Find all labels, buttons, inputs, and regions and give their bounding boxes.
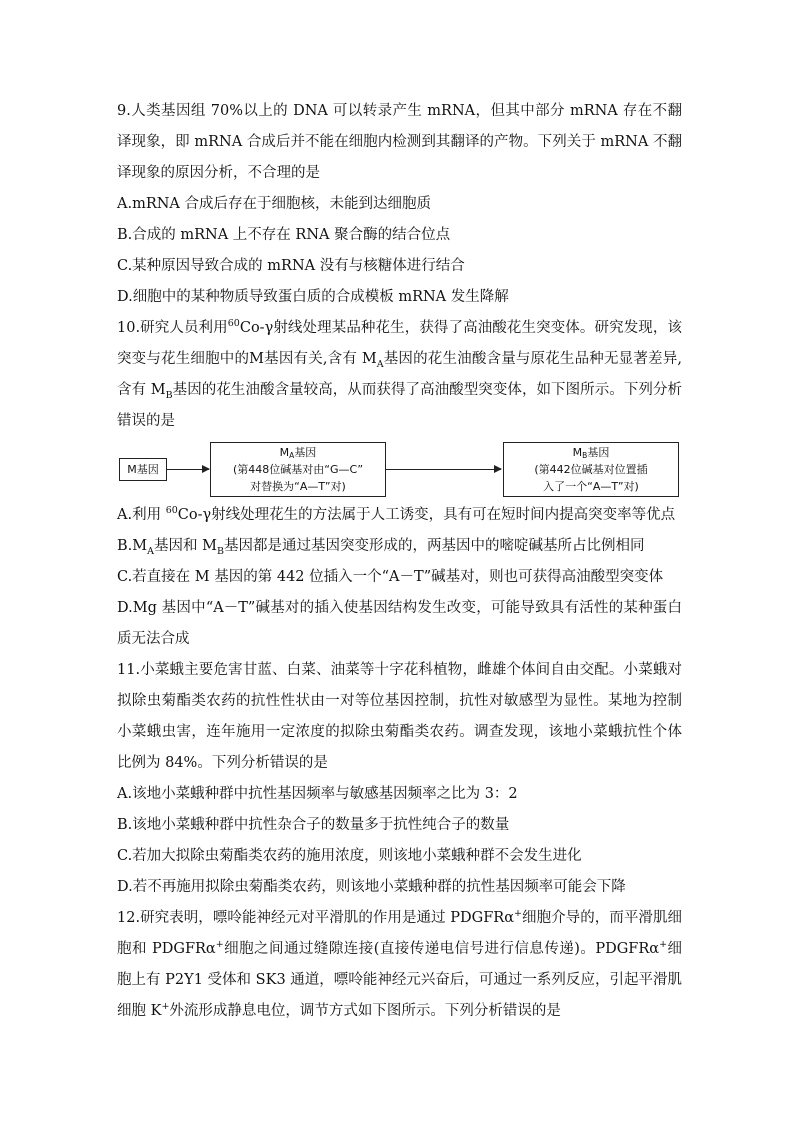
gene-subscript: A [289, 451, 295, 460]
question-12-stem [117, 903, 682, 1027]
gene-subscript: B [165, 389, 173, 401]
stem-text: 基因的花生油酸含量与原花生品种无显著差异,含有 M [117, 351, 682, 398]
mb-gene-line3: 入了一个“A—T”对) [543, 480, 639, 493]
stem-text: 细胞介导的，而平滑肌细胞和 PDGFRα [117, 910, 683, 957]
gene-word: 基因 [587, 446, 610, 459]
option-text: B.M [117, 538, 148, 554]
question-11-option-b: B.该地小菜蛾种群中抗性杂合子的数量多于抗性纯合子的数量 [117, 817, 510, 833]
stem-text: 10.研究人员利用 [117, 320, 228, 336]
charge-superscript: + [514, 908, 522, 920]
question-9-option-c: C.某种原因导致合成的 mRNA 没有与核糖体进行结合 [117, 258, 465, 274]
question-9-option-b: B.合成的 mRNA 上不存在 RNA 聚合酶的结合位点 [117, 227, 451, 243]
stem-text: 外流形成静息电位，调节方式如下图所示。下列分析错误的是 [169, 1003, 561, 1019]
question-11-option-d: D.若不再施用拟除虫菊酯类农药，则该地小菜蛾种群的抗性基因频率可能会下降 [117, 879, 626, 895]
stem-text: 细胞上有 P2Y1 受体和 SK3 通道，嘌呤能神经元兴奋后，可通过一系列反应，引起平滑肌细胞 K [117, 941, 683, 1019]
question-9-stem: 9.人类基因组 70%以上的 DNA 可以转录产生 mRNA，但其中部分 mRNA 存在不翻译现象，即 mRNA 合成后并不能在细胞内检测到其翻译的产物。下列关于 mRNA 不翻译现象的原因分析，不合理的是 [117, 103, 682, 181]
mb-gene-box [503, 442, 679, 497]
option-text: A.利用 [117, 507, 166, 523]
question-10-option-a [117, 500, 682, 531]
stem-text: 细胞之间通过缝隙连接(直接传递电信号进行信息传递)。PDGFRα [223, 941, 660, 957]
arrow-icon [167, 469, 209, 470]
ma-gene-title [211, 444, 385, 461]
gene-word: 基因 [294, 446, 317, 459]
exam-page [117, 96, 682, 1027]
isotope-superscript: 60 [165, 505, 178, 517]
question-10-option-d: D.Mg 基因中“A－T”碱基对的插入使基因结构发生改变，可能导致具有活性的某种蛋白质无法合成 [117, 600, 682, 647]
question-9-option-d: D.细胞中的某种物质导致蛋白质的合成模板 mRNA 发生降解 [117, 289, 509, 305]
gene-subscript: A [147, 545, 154, 557]
question-11-stem: 11.小菜蛾主要危害甘蓝、白菜、油菜等十字花科植物，雌雄个体间自由交配。小菜蛾对拟除虫菊酯类农药的抗性性状由一对等位基因控制，抗性对敏感型为显性。某地为控制小菜蛾虫害，连年施用一定浓度的拟除虫菊酯类农药。调查发现，该地小菜蛾抗性个体比例为 84%。下列分析错误的是 [117, 662, 682, 771]
question-10-option-b [117, 531, 682, 562]
mutation-diagram [117, 441, 682, 498]
mb-gene-title [504, 444, 678, 461]
gene-letter: M [279, 446, 290, 459]
stem-text: 基因的花生油酸含量较高，从而获得了高油酸型突变体，如下图所示。下列分析错误的是 [117, 382, 682, 429]
question-11-option-c: C.若加大拟除虫菊酯类农药的施用浓度，则该地小菜蛾种群不会发生进化 [117, 848, 582, 864]
gene-subscript: B [582, 451, 588, 460]
question-9-option-a: A.mRNA 合成后存在于细胞核，未能到达细胞质 [117, 196, 432, 212]
question-10-option-c: C.若直接在 M 基因的第 442 位插入一个“A－T”碱基对，则也可获得高油酸型突变体 [117, 569, 664, 585]
m-gene-box: M基因 [119, 458, 167, 481]
ma-gene-line2: (第448位碱基对由“G—C” [232, 463, 364, 476]
stem-text: 12.研究表明，嘌呤能神经元对平滑肌的作用是通过 PDGFRα [117, 910, 515, 926]
gene-letter: M [572, 446, 583, 459]
charge-superscript: + [215, 939, 224, 951]
gene-subscript: B [216, 545, 224, 557]
charge-superscript: + [161, 1001, 170, 1013]
mb-gene-line2: (第442位碱基对位置插 [534, 463, 648, 476]
question-10 [117, 313, 682, 655]
option-text: 基因和 M [154, 538, 217, 554]
question-11-option-a: A.该地小菜蛾种群中抗性基因频率与敏感基因频率之比为 3：2 [117, 786, 518, 802]
option-text: Co-γ射线处理花生的方法属于人工诱变，具有可在短时间内提高突变率等优点 [177, 507, 676, 523]
question-10-stem [117, 313, 682, 437]
stem-text: Co-γ射线处理某品种花生，获得了高油酸花生突变体。研究发现，该突变与花生细胞中的M基因有关,含有 M [117, 320, 682, 367]
question-12 [117, 903, 682, 1027]
option-text: 基因都是通过基因突变形成的，两基因中的嘧啶碱基所占比例相同 [223, 538, 645, 554]
charge-superscript: + [659, 939, 668, 951]
isotope-superscript: 60 [227, 318, 240, 330]
gene-subscript: A [376, 358, 384, 370]
question-11 [117, 655, 682, 903]
ma-gene-line3: 对替换为“A—T”对) [250, 480, 346, 493]
question-9 [117, 96, 682, 313]
ma-gene-box [210, 442, 386, 497]
arrow-icon [386, 469, 501, 470]
